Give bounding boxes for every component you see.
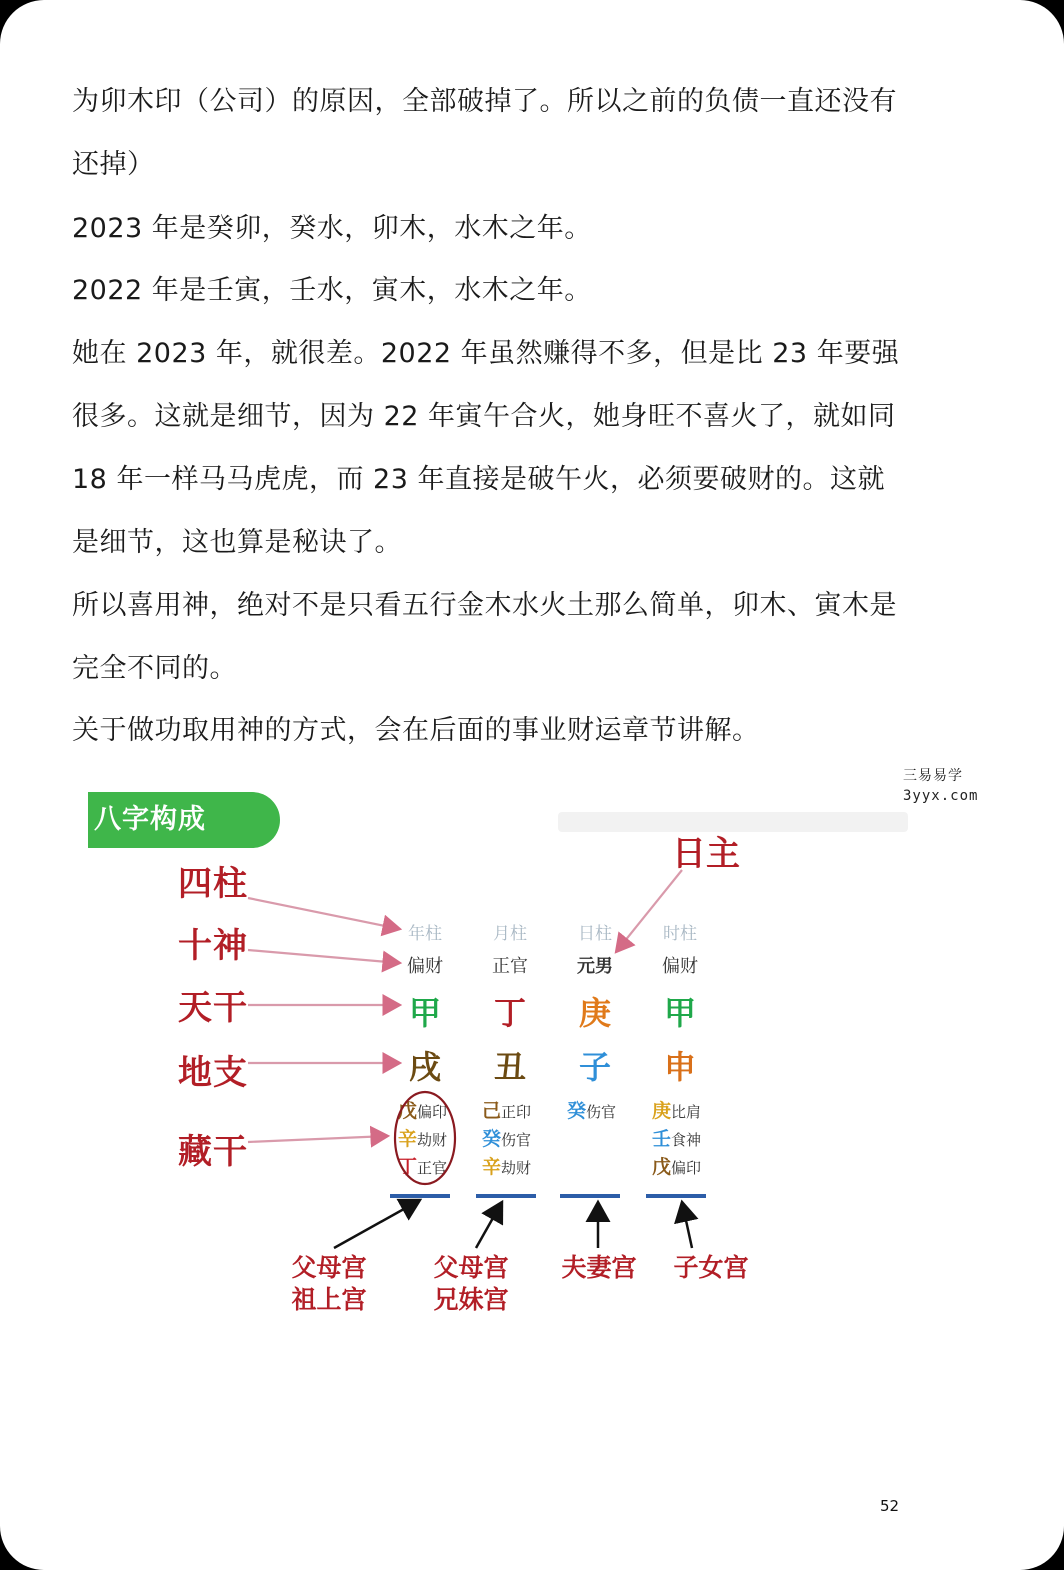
watermark-line2: 3yyx.com: [903, 788, 979, 804]
arrow-gong-month: [476, 1202, 502, 1248]
canggan-label: 劫财: [501, 1159, 532, 1177]
shishen-day: 元男: [577, 956, 613, 977]
gong-line: 父母宫: [433, 1253, 509, 1282]
canggan-label: 食神: [671, 1131, 702, 1149]
paragraph-5: 所以喜用神，绝对不是只看五行金木水火土那么简单，卯木、寅木是完全不同的。: [72, 590, 897, 684]
canggan-char: 戊: [398, 1100, 418, 1122]
canggan-label: 伤官: [501, 1131, 532, 1149]
arrow-rizhu: [616, 870, 682, 952]
col-head-year: 年柱: [408, 924, 442, 944]
gong-line: 兄妹宫: [433, 1285, 509, 1314]
dizhi-month: 丑: [493, 1048, 526, 1086]
row-label-shishen: 十神: [178, 926, 248, 966]
gong-line: 父母宫: [291, 1253, 367, 1282]
arrow-shishen: [248, 950, 400, 963]
rizhu-label: 日主: [672, 834, 740, 874]
paragraph-2: 2023 年是癸卯，癸水，卯木，水木之年。: [72, 213, 592, 244]
row-label-dizhi: 地支: [178, 1053, 248, 1093]
canggan-char: 癸: [482, 1128, 502, 1150]
paragraph-3: 2022 年是壬寅，壬水，寅木，水木之年。: [72, 275, 592, 306]
paragraph-6: 关于做功取用神的方式，会在后面的事业财运章节讲解。: [72, 715, 760, 746]
dizhi-day: 子: [578, 1048, 611, 1086]
canggan-label: 劫财: [417, 1131, 448, 1149]
canggan-label: 偏印: [417, 1103, 448, 1121]
arrow-canggan: [248, 1136, 388, 1142]
canggan-char: 壬: [652, 1128, 672, 1150]
tiangan-month: 丁: [493, 994, 526, 1032]
canggan-circle: [395, 1092, 455, 1184]
row-label-tiangan: 天干: [178, 988, 248, 1028]
arrow-sizhu: [248, 898, 400, 929]
col-head-hour: 时柱: [663, 924, 697, 944]
canggan-char: 癸: [567, 1100, 587, 1122]
canggan-char: 己: [482, 1100, 502, 1122]
canggan-label: 伤官: [586, 1103, 617, 1121]
gong-line: 子女宫: [673, 1253, 749, 1282]
canggan-char: 戊: [652, 1156, 672, 1178]
canggan-label: 比肩: [671, 1103, 702, 1121]
canggan-char: 辛: [398, 1128, 418, 1150]
dizhi-year: 戌: [408, 1048, 441, 1086]
row-label-canggan: 藏干: [178, 1132, 248, 1172]
page-number: 52: [880, 1497, 900, 1515]
shishen-year: 偏财: [407, 956, 443, 977]
watermark-line1: 三易易学: [903, 768, 963, 784]
diagram-badge: 八字构成: [88, 792, 280, 848]
gong-line: 祖上宫: [291, 1285, 367, 1314]
tiangan-day: 庚: [578, 994, 611, 1032]
canggan-label: 正官: [417, 1159, 448, 1177]
gong-line: 夫妻宫: [561, 1253, 637, 1282]
canggan-char: 辛: [482, 1156, 502, 1178]
arrow-gong-year: [334, 1200, 420, 1248]
bazi-diagram: [88, 786, 918, 1316]
paragraph-1: 为卯木印（公司）的原因，全部破掉了。所以之前的负债一直还没有还掉）: [72, 86, 897, 180]
dizhi-hour: 申: [663, 1048, 696, 1086]
row-label-sizhu: 四柱: [178, 864, 248, 904]
diagram-arrows: [88, 786, 918, 1316]
arrow-gong-hour: [682, 1202, 692, 1248]
tiangan-hour: 甲: [663, 994, 696, 1032]
paragraph-4: 她在 2023 年，就很差。2022 年虽然赚得不多，但是比 23 年要强很多。这就是细节，因为 22 年寅午合火，她身旺不喜火了，就如同 18 年一样马马虎虎，而 23 年直接是破午火，必须要破财的。这就是细节，这也算是秘诀了。: [72, 338, 900, 558]
canggan-char: 丁: [398, 1156, 418, 1178]
canggan-label: 偏印: [671, 1159, 702, 1177]
tiangan-year: 甲: [408, 994, 441, 1032]
canggan-char: 庚: [652, 1100, 672, 1122]
shishen-hour: 偏财: [662, 956, 698, 977]
shishen-month: 正官: [492, 956, 528, 977]
col-head-day: 日柱: [578, 924, 612, 944]
canggan-label: 正印: [501, 1103, 532, 1121]
col-head-month: 月柱: [493, 924, 527, 944]
